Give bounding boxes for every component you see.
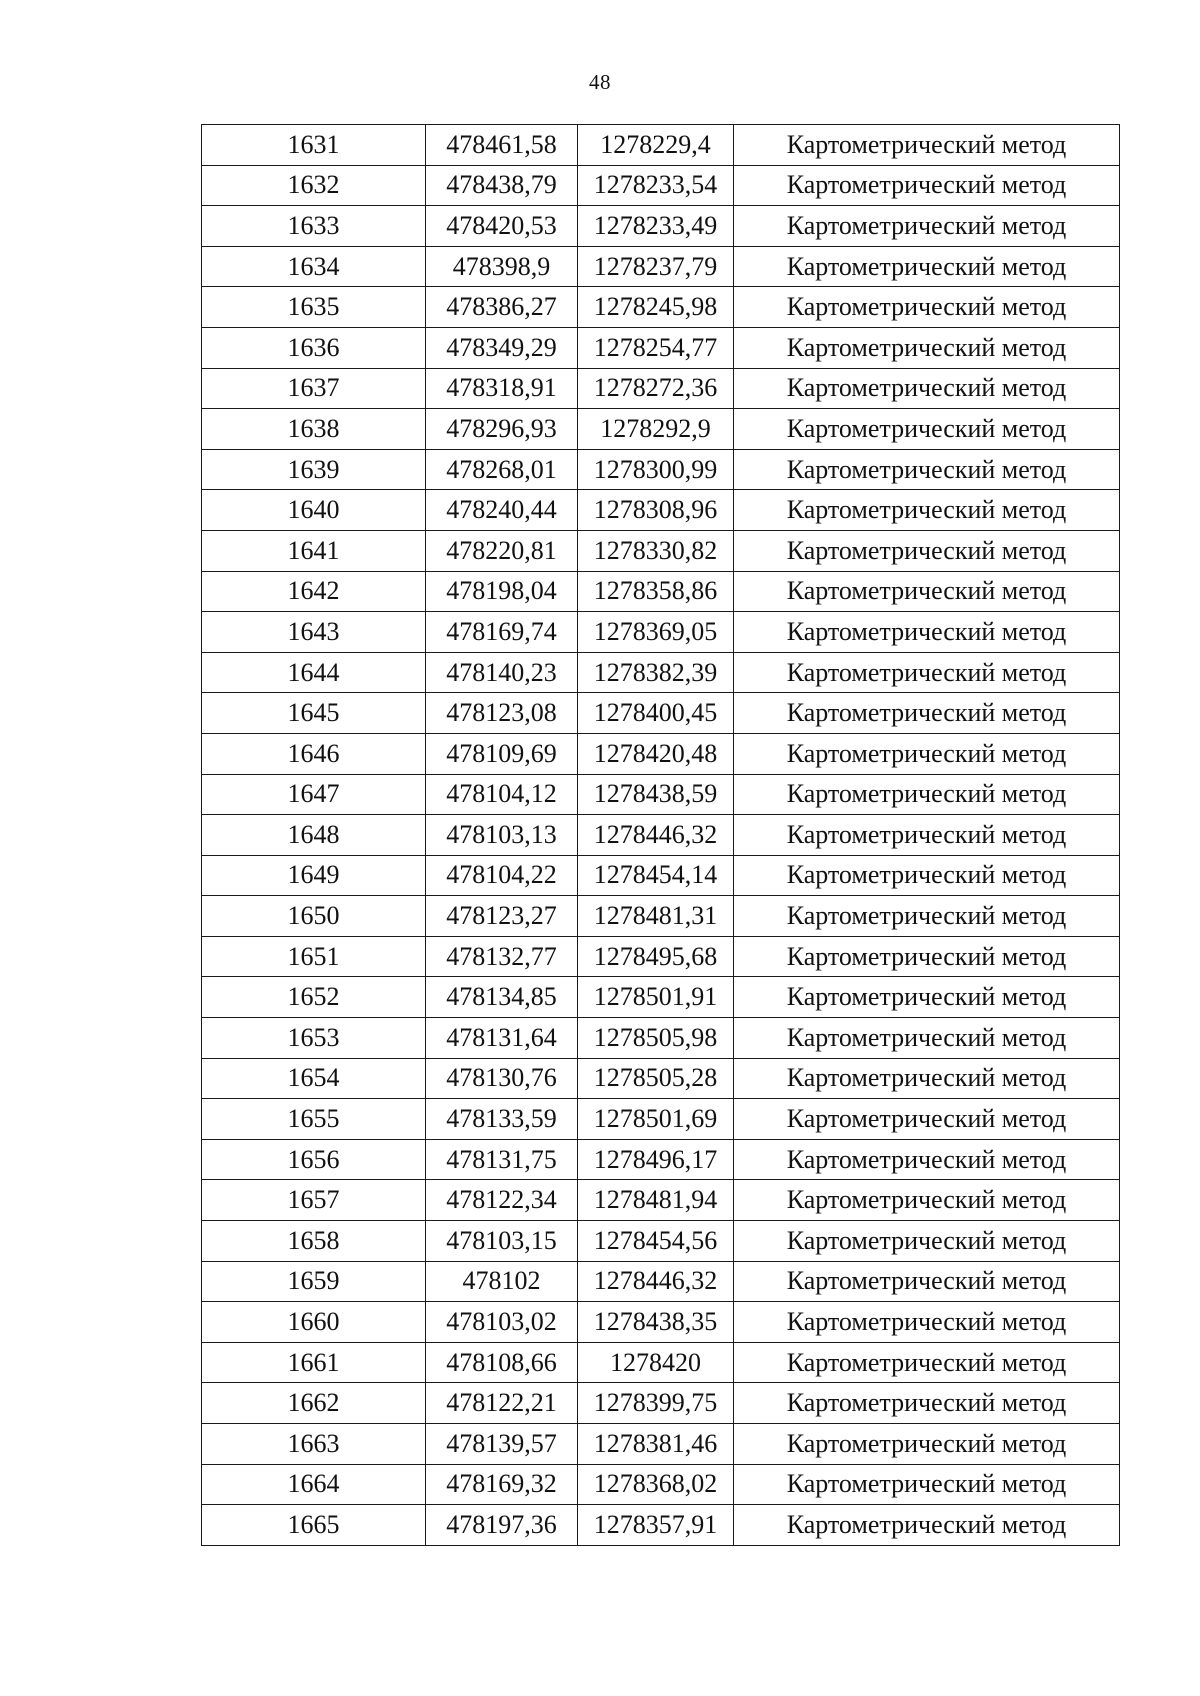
x-coordinate-cell: 478318,91 bbox=[426, 368, 578, 409]
point-number-cell: 1654 bbox=[202, 1058, 426, 1099]
method-cell: Картометрический метод bbox=[734, 1099, 1120, 1140]
method-cell: Картометрический метод bbox=[734, 1180, 1120, 1221]
y-coordinate-cell: 1278454,14 bbox=[578, 855, 734, 896]
table-row bbox=[202, 1018, 1120, 1059]
coordinates-table-body bbox=[202, 125, 1120, 1546]
y-coordinate-cell: 1278237,79 bbox=[578, 246, 734, 287]
y-coordinate-cell: 1278420,48 bbox=[578, 733, 734, 774]
table-row bbox=[202, 1058, 1120, 1099]
point-number-cell: 1655 bbox=[202, 1099, 426, 1140]
point-number-cell: 1635 bbox=[202, 287, 426, 328]
point-number-cell: 1643 bbox=[202, 612, 426, 653]
y-coordinate-cell: 1278382,39 bbox=[578, 652, 734, 693]
method-cell: Картометрический метод bbox=[734, 1505, 1120, 1546]
point-number-cell: 1645 bbox=[202, 693, 426, 734]
table-row bbox=[202, 1383, 1120, 1424]
table-row bbox=[202, 652, 1120, 693]
method-cell: Картометрический метод bbox=[734, 1342, 1120, 1383]
y-coordinate-cell: 1278368,02 bbox=[578, 1464, 734, 1505]
method-cell: Картометрический метод bbox=[734, 1261, 1120, 1302]
point-number-cell: 1659 bbox=[202, 1261, 426, 1302]
y-coordinate-cell: 1278292,9 bbox=[578, 409, 734, 450]
table-row bbox=[202, 815, 1120, 856]
x-coordinate-cell: 478103,15 bbox=[426, 1221, 578, 1262]
method-cell: Картометрический метод bbox=[734, 409, 1120, 450]
method-cell: Картометрический метод bbox=[734, 490, 1120, 531]
table-row bbox=[202, 206, 1120, 247]
table-row bbox=[202, 490, 1120, 531]
method-cell: Картометрический метод bbox=[734, 1302, 1120, 1343]
table-row bbox=[202, 125, 1120, 166]
point-number-cell: 1641 bbox=[202, 530, 426, 571]
x-coordinate-cell: 478169,32 bbox=[426, 1464, 578, 1505]
x-coordinate-cell: 478220,81 bbox=[426, 530, 578, 571]
method-cell: Картометрический метод bbox=[734, 1221, 1120, 1262]
point-number-cell: 1633 bbox=[202, 206, 426, 247]
point-number-cell: 1636 bbox=[202, 327, 426, 368]
method-cell: Картометрический метод bbox=[734, 733, 1120, 774]
y-coordinate-cell: 1278438,59 bbox=[578, 774, 734, 815]
table-row bbox=[202, 1424, 1120, 1465]
page-number: 48 bbox=[589, 70, 611, 94]
point-number-cell: 1642 bbox=[202, 571, 426, 612]
y-coordinate-cell: 1278501,69 bbox=[578, 1099, 734, 1140]
method-cell: Картометрический метод bbox=[734, 896, 1120, 937]
table-row bbox=[202, 1180, 1120, 1221]
point-number-cell: 1647 bbox=[202, 774, 426, 815]
method-cell: Картометрический метод bbox=[734, 1424, 1120, 1465]
table-row bbox=[202, 165, 1120, 206]
point-number-cell: 1649 bbox=[202, 855, 426, 896]
point-number-cell: 1631 bbox=[202, 125, 426, 166]
x-coordinate-cell: 478169,74 bbox=[426, 612, 578, 653]
x-coordinate-cell: 478122,21 bbox=[426, 1383, 578, 1424]
y-coordinate-cell: 1278369,05 bbox=[578, 612, 734, 653]
method-cell: Картометрический метод bbox=[734, 855, 1120, 896]
table-row bbox=[202, 246, 1120, 287]
x-coordinate-cell: 478398,9 bbox=[426, 246, 578, 287]
table-row bbox=[202, 1221, 1120, 1262]
table-row bbox=[202, 855, 1120, 896]
x-coordinate-cell: 478103,02 bbox=[426, 1302, 578, 1343]
method-cell: Картометрический метод bbox=[734, 287, 1120, 328]
method-cell: Картометрический метод bbox=[734, 1018, 1120, 1059]
point-number-cell: 1665 bbox=[202, 1505, 426, 1546]
coordinates-table bbox=[201, 124, 1120, 1546]
table-row bbox=[202, 530, 1120, 571]
table-row bbox=[202, 977, 1120, 1018]
method-cell: Картометрический метод bbox=[734, 530, 1120, 571]
x-coordinate-cell: 478140,23 bbox=[426, 652, 578, 693]
y-coordinate-cell: 1278446,32 bbox=[578, 815, 734, 856]
point-number-cell: 1658 bbox=[202, 1221, 426, 1262]
method-cell: Картометрический метод bbox=[734, 327, 1120, 368]
point-number-cell: 1653 bbox=[202, 1018, 426, 1059]
y-coordinate-cell: 1278308,96 bbox=[578, 490, 734, 531]
point-number-cell: 1660 bbox=[202, 1302, 426, 1343]
y-coordinate-cell: 1278233,49 bbox=[578, 206, 734, 247]
y-coordinate-cell: 1278505,28 bbox=[578, 1058, 734, 1099]
x-coordinate-cell: 478296,93 bbox=[426, 409, 578, 450]
point-number-cell: 1632 bbox=[202, 165, 426, 206]
x-coordinate-cell: 478109,69 bbox=[426, 733, 578, 774]
x-coordinate-cell: 478104,22 bbox=[426, 855, 578, 896]
method-cell: Картометрический метод bbox=[734, 1464, 1120, 1505]
table-row bbox=[202, 896, 1120, 937]
x-coordinate-cell: 478123,27 bbox=[426, 896, 578, 937]
x-coordinate-cell: 478198,04 bbox=[426, 571, 578, 612]
table-row bbox=[202, 733, 1120, 774]
x-coordinate-cell: 478349,29 bbox=[426, 327, 578, 368]
x-coordinate-cell: 478133,59 bbox=[426, 1099, 578, 1140]
method-cell: Картометрический метод bbox=[734, 246, 1120, 287]
table-row bbox=[202, 1261, 1120, 1302]
table-row bbox=[202, 287, 1120, 328]
method-cell: Картометрический метод bbox=[734, 977, 1120, 1018]
y-coordinate-cell: 1278400,45 bbox=[578, 693, 734, 734]
x-coordinate-cell: 478134,85 bbox=[426, 977, 578, 1018]
point-number-cell: 1661 bbox=[202, 1342, 426, 1383]
x-coordinate-cell: 478197,36 bbox=[426, 1505, 578, 1546]
y-coordinate-cell: 1278357,91 bbox=[578, 1505, 734, 1546]
x-coordinate-cell: 478386,27 bbox=[426, 287, 578, 328]
point-number-cell: 1637 bbox=[202, 368, 426, 409]
y-coordinate-cell: 1278454,56 bbox=[578, 1221, 734, 1262]
y-coordinate-cell: 1278505,98 bbox=[578, 1018, 734, 1059]
table-row bbox=[202, 612, 1120, 653]
y-coordinate-cell: 1278446,32 bbox=[578, 1261, 734, 1302]
y-coordinate-cell: 1278438,35 bbox=[578, 1302, 734, 1343]
x-coordinate-cell: 478123,08 bbox=[426, 693, 578, 734]
point-number-cell: 1664 bbox=[202, 1464, 426, 1505]
x-coordinate-cell: 478102 bbox=[426, 1261, 578, 1302]
table-row bbox=[202, 936, 1120, 977]
method-cell: Картометрический метод bbox=[734, 1139, 1120, 1180]
method-cell: Картометрический метод bbox=[734, 693, 1120, 734]
method-cell: Картометрический метод bbox=[734, 206, 1120, 247]
y-coordinate-cell: 1278245,98 bbox=[578, 287, 734, 328]
x-coordinate-cell: 478104,12 bbox=[426, 774, 578, 815]
point-number-cell: 1651 bbox=[202, 936, 426, 977]
x-coordinate-cell: 478420,53 bbox=[426, 206, 578, 247]
y-coordinate-cell: 1278501,91 bbox=[578, 977, 734, 1018]
method-cell: Картометрический метод bbox=[734, 1058, 1120, 1099]
y-coordinate-cell: 1278272,36 bbox=[578, 368, 734, 409]
method-cell: Картометрический метод bbox=[734, 571, 1120, 612]
method-cell: Картометрический метод bbox=[734, 936, 1120, 977]
x-coordinate-cell: 478132,77 bbox=[426, 936, 578, 977]
y-coordinate-cell: 1278300,99 bbox=[578, 449, 734, 490]
table-row bbox=[202, 368, 1120, 409]
y-coordinate-cell: 1278229,4 bbox=[578, 125, 734, 166]
point-number-cell: 1652 bbox=[202, 977, 426, 1018]
point-number-cell: 1638 bbox=[202, 409, 426, 450]
y-coordinate-cell: 1278481,94 bbox=[578, 1180, 734, 1221]
point-number-cell: 1648 bbox=[202, 815, 426, 856]
y-coordinate-cell: 1278254,77 bbox=[578, 327, 734, 368]
point-number-cell: 1644 bbox=[202, 652, 426, 693]
table-row bbox=[202, 1099, 1120, 1140]
table-row bbox=[202, 693, 1120, 734]
x-coordinate-cell: 478139,57 bbox=[426, 1424, 578, 1465]
method-cell: Картометрический метод bbox=[734, 1383, 1120, 1424]
method-cell: Картометрический метод bbox=[734, 815, 1120, 856]
table-row bbox=[202, 571, 1120, 612]
point-number-cell: 1640 bbox=[202, 490, 426, 531]
y-coordinate-cell: 1278496,17 bbox=[578, 1139, 734, 1180]
y-coordinate-cell: 1278495,68 bbox=[578, 936, 734, 977]
point-number-cell: 1662 bbox=[202, 1383, 426, 1424]
method-cell: Картометрический метод bbox=[734, 449, 1120, 490]
y-coordinate-cell: 1278330,82 bbox=[578, 530, 734, 571]
x-coordinate-cell: 478131,75 bbox=[426, 1139, 578, 1180]
x-coordinate-cell: 478103,13 bbox=[426, 815, 578, 856]
point-number-cell: 1650 bbox=[202, 896, 426, 937]
y-coordinate-cell: 1278381,46 bbox=[578, 1424, 734, 1465]
x-coordinate-cell: 478268,01 bbox=[426, 449, 578, 490]
table-row bbox=[202, 774, 1120, 815]
table-row bbox=[202, 409, 1120, 450]
y-coordinate-cell: 1278399,75 bbox=[578, 1383, 734, 1424]
table-row bbox=[202, 1342, 1120, 1383]
x-coordinate-cell: 478130,76 bbox=[426, 1058, 578, 1099]
table-row bbox=[202, 1464, 1120, 1505]
x-coordinate-cell: 478240,44 bbox=[426, 490, 578, 531]
point-number-cell: 1634 bbox=[202, 246, 426, 287]
point-number-cell: 1657 bbox=[202, 1180, 426, 1221]
point-number-cell: 1646 bbox=[202, 733, 426, 774]
table-row bbox=[202, 449, 1120, 490]
method-cell: Картометрический метод bbox=[734, 774, 1120, 815]
method-cell: Картометрический метод bbox=[734, 368, 1120, 409]
table-row bbox=[202, 1139, 1120, 1180]
method-cell: Картометрический метод bbox=[734, 612, 1120, 653]
method-cell: Картометрический метод bbox=[734, 125, 1120, 166]
y-coordinate-cell: 1278420 bbox=[578, 1342, 734, 1383]
table-row bbox=[202, 1302, 1120, 1343]
x-coordinate-cell: 478461,58 bbox=[426, 125, 578, 166]
table-row bbox=[202, 1505, 1120, 1546]
y-coordinate-cell: 1278481,31 bbox=[578, 896, 734, 937]
table-row bbox=[202, 327, 1120, 368]
x-coordinate-cell: 478438,79 bbox=[426, 165, 578, 206]
x-coordinate-cell: 478122,34 bbox=[426, 1180, 578, 1221]
x-coordinate-cell: 478131,64 bbox=[426, 1018, 578, 1059]
y-coordinate-cell: 1278233,54 bbox=[578, 165, 734, 206]
point-number-cell: 1656 bbox=[202, 1139, 426, 1180]
x-coordinate-cell: 478108,66 bbox=[426, 1342, 578, 1383]
point-number-cell: 1639 bbox=[202, 449, 426, 490]
point-number-cell: 1663 bbox=[202, 1424, 426, 1465]
y-coordinate-cell: 1278358,86 bbox=[578, 571, 734, 612]
method-cell: Картометрический метод bbox=[734, 165, 1120, 206]
method-cell: Картометрический метод bbox=[734, 652, 1120, 693]
